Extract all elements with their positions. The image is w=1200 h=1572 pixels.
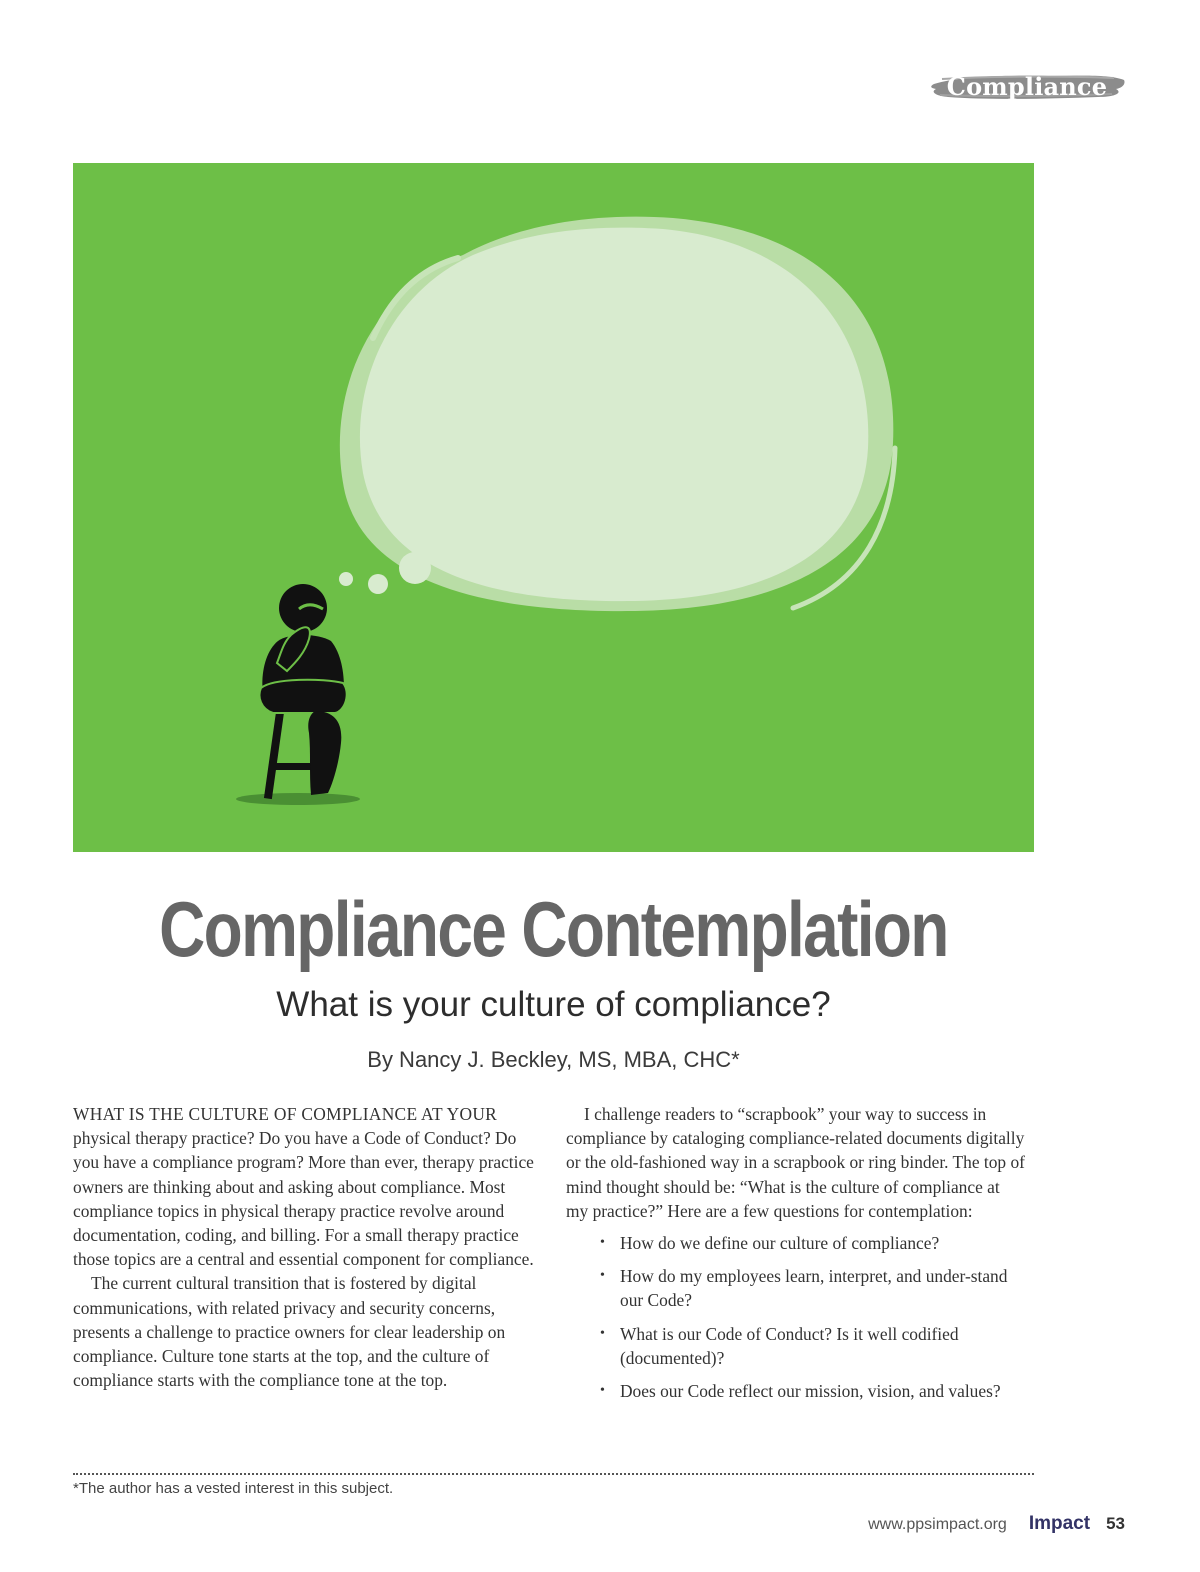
- thought-dot-medium: [368, 574, 388, 594]
- footer-url-link[interactable]: www.ppsimpact.org: [868, 1516, 1007, 1533]
- bullet-icon: •: [600, 1268, 605, 1284]
- left-paragraph-1-body: physical therapy practice? Do you have a Code of Conduct? Do you have a compliance program? More than ever, therapy practice owners are thinking about and asking about compliance. Most compliance topics in physical therapy practice revolve around documentation, coding, and billing. For a small therapy practice those topics are a central and essential component for compliance.: [73, 1128, 534, 1270]
- list-item: [566, 1264, 1026, 1312]
- bullet-icon: •: [600, 1235, 605, 1251]
- thought-dot-small: [339, 572, 353, 586]
- footnote-divider: [73, 1473, 1034, 1475]
- thought-dot-large: [399, 552, 431, 584]
- right-paragraph-1: I challenge readers to “scrapbook” your way to success in compliance by cataloging compliance-related documents digitally or the old-fashioned way in a scrapbook or ring binder. The top of mind thought should be: “What is the culture of compliance at my practice?” Here are a few questions for contemplation:: [566, 1104, 1025, 1221]
- list-item-text: What is our Code of Conduct? Is it well codified (documented)?: [620, 1323, 959, 1368]
- list-item-text: How do my employees learn, interpret, and under-stand our Code?: [620, 1266, 1008, 1311]
- left-column: [73, 1102, 545, 1392]
- list-item-text: Does our Code reflect our mission, vision, and values?: [620, 1381, 1001, 1402]
- lead-in-caps: WHAT IS THE CULTURE OF COMPLIANCE AT YOUR: [73, 1104, 498, 1124]
- article-byline: By Nancy J. Beckley, MS, MBA, CHC*: [367, 1047, 740, 1072]
- footnote: *The author has a vested interest in this subject.: [73, 1480, 394, 1497]
- list-item: [566, 1379, 1026, 1403]
- article-subtitle: What is your culture of compliance?: [276, 985, 831, 1024]
- left-paragraph-2: The current cultural transition that is fostered by digital communications, with related privacy and security concerns, presents a challenge to practice owners for clear leadership on compliance. Culture tone starts at the top, and the culture of compliance starts with the compliance tone at the top.: [73, 1273, 506, 1391]
- illustration-canvas: [73, 163, 1034, 852]
- section-tag-label: Compliance: [946, 71, 1108, 101]
- article-title: Compliance Contemplation: [159, 885, 948, 973]
- page-footer: [868, 1513, 1125, 1535]
- stool-icon: [264, 711, 313, 799]
- question-list: [566, 1231, 1026, 1403]
- list-item: [566, 1322, 1026, 1370]
- bullet-icon: •: [600, 1383, 605, 1399]
- left-paragraph-1: [73, 1102, 545, 1271]
- list-item-text: How do we define our culture of compliance?: [620, 1233, 940, 1254]
- hero-illustration: [73, 163, 1034, 852]
- thought-bubble-icon: [340, 217, 895, 611]
- right-column: [566, 1102, 1026, 1412]
- ground-shadow: [236, 793, 360, 805]
- publication-brand: Impact: [1028, 1513, 1091, 1534]
- list-item: [566, 1231, 1026, 1255]
- page-number: 53: [1106, 1514, 1125, 1533]
- section-tag: [928, 70, 1126, 102]
- bullet-icon: •: [600, 1325, 605, 1341]
